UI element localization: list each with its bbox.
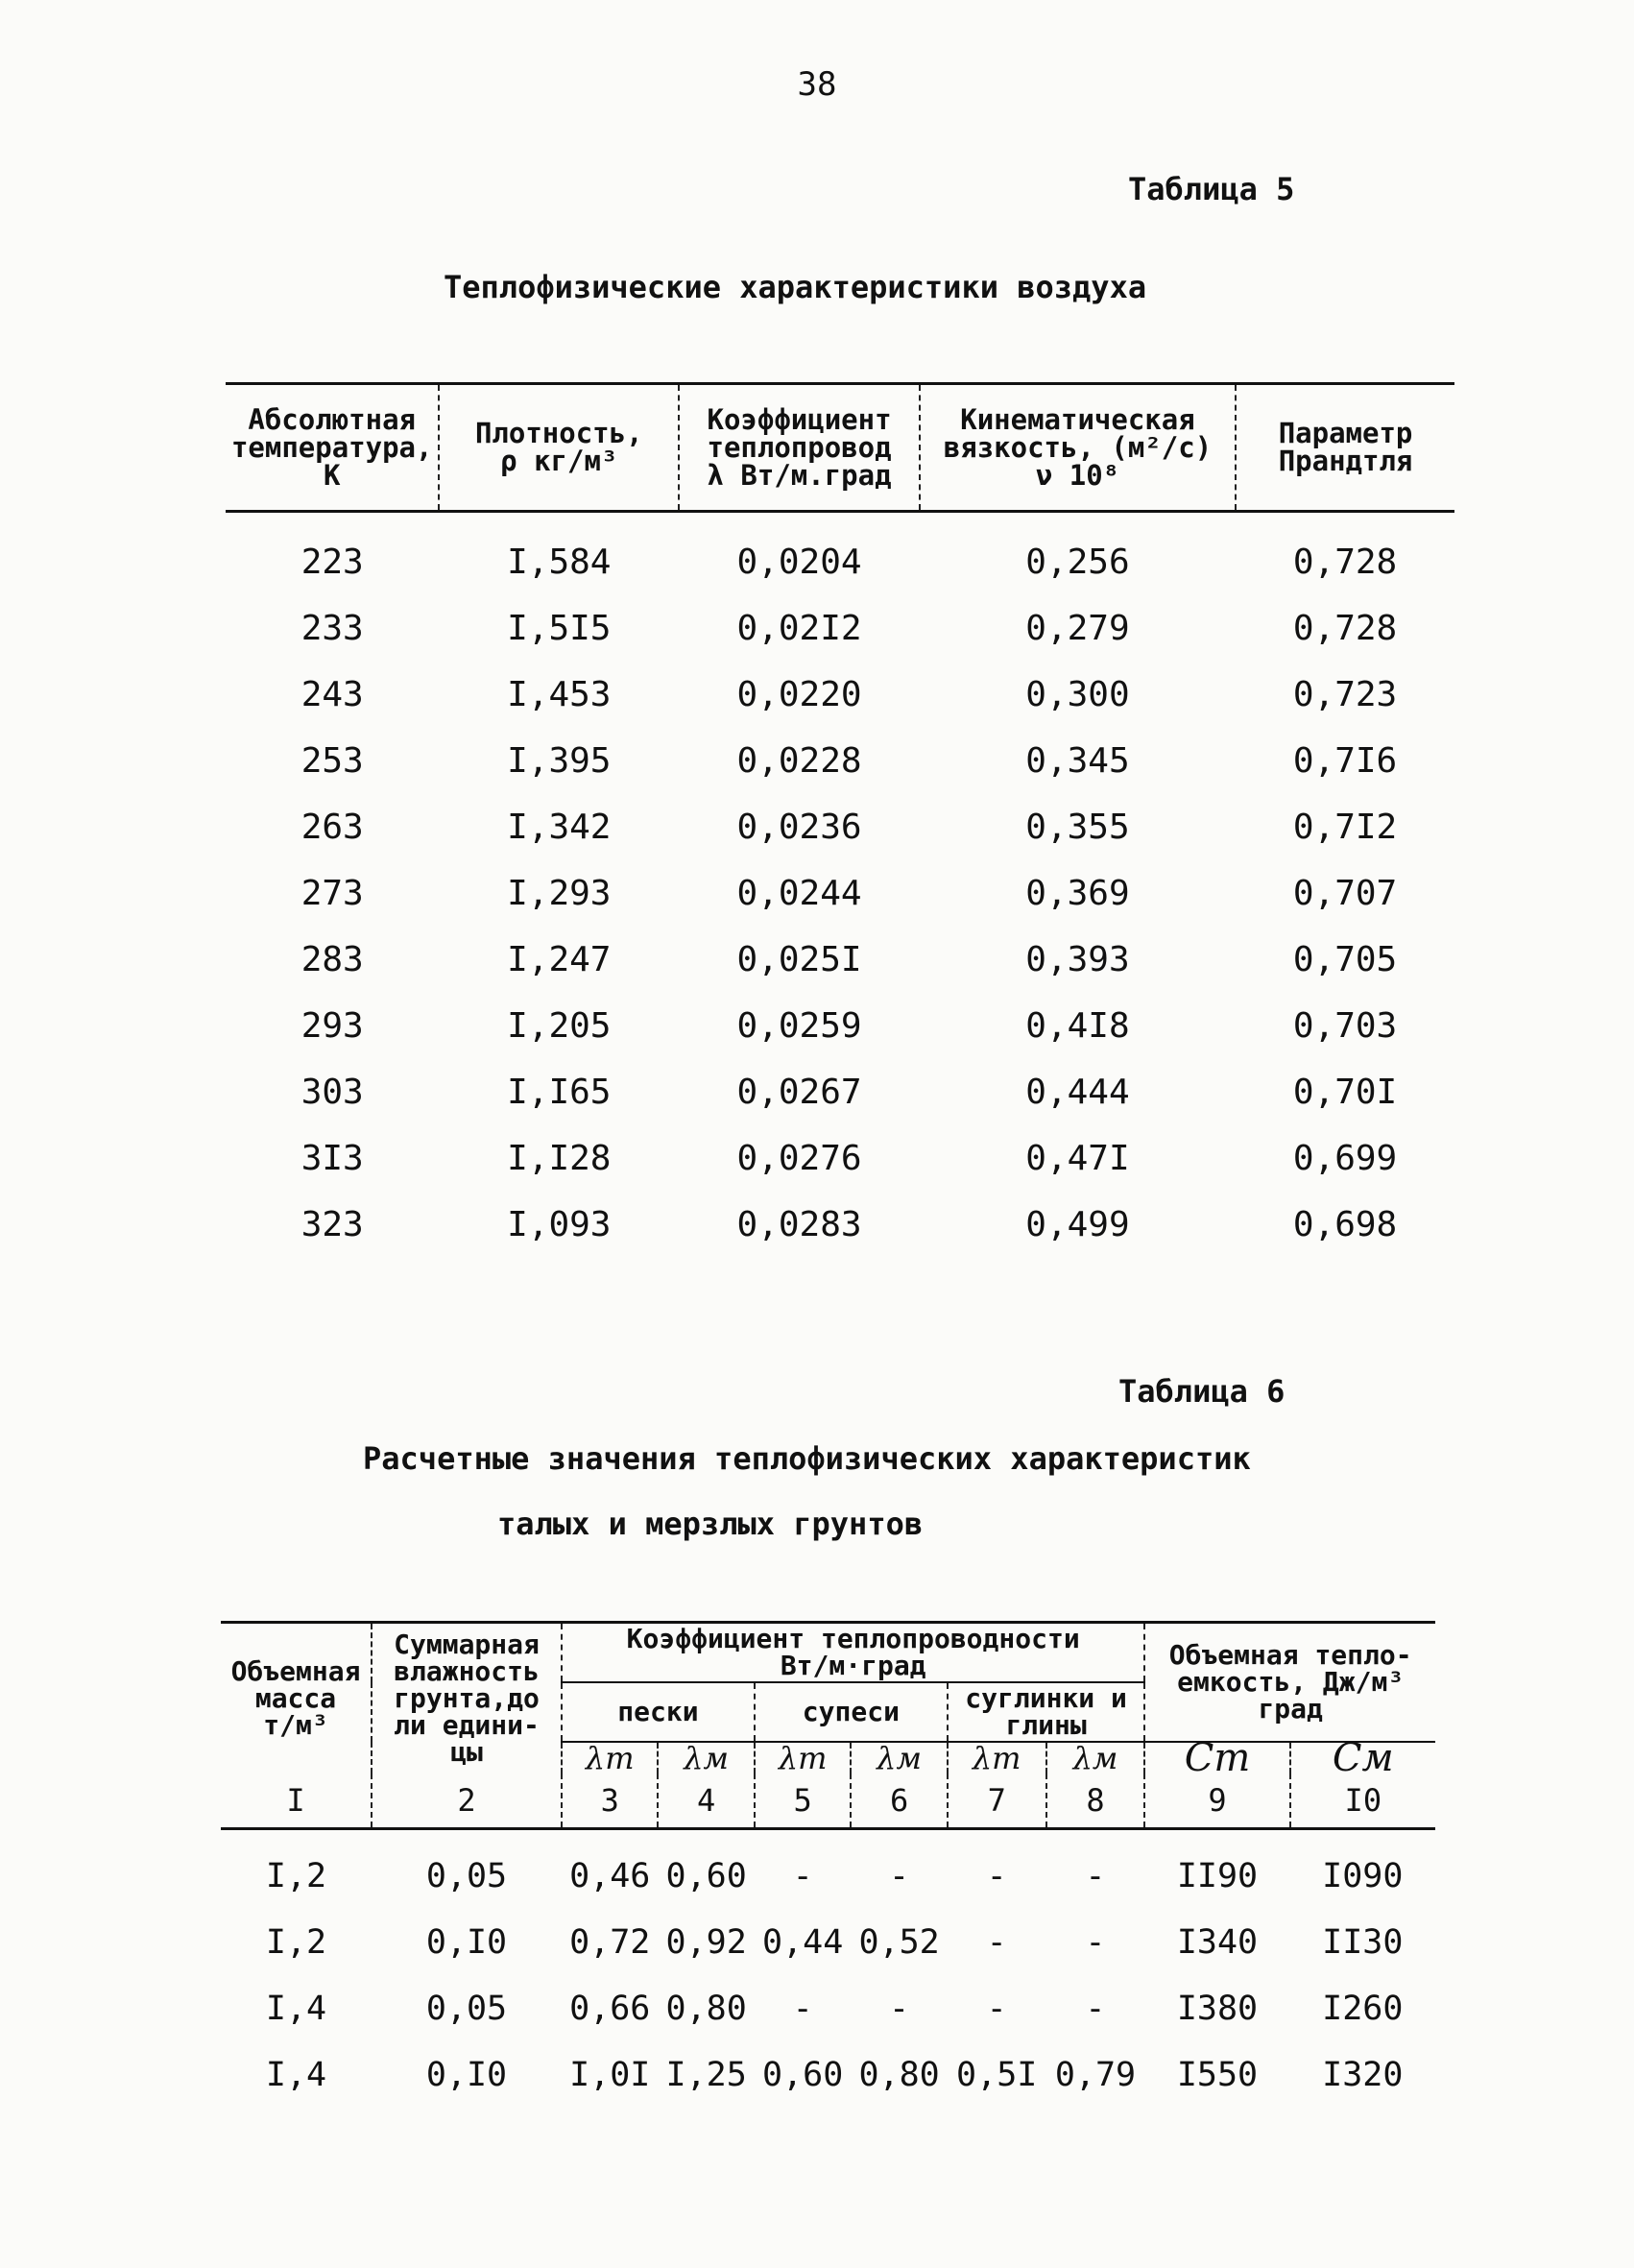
table-row bbox=[226, 794, 1454, 860]
table-cell: I,25 bbox=[665, 2055, 747, 2094]
table5-body bbox=[226, 512, 1454, 1259]
header-text: емкость, Дж/м³ bbox=[1177, 1666, 1405, 1698]
header-text: масса bbox=[254, 1682, 337, 1714]
header-text: т/м³ bbox=[263, 1709, 328, 1741]
header-text: глины bbox=[1005, 1709, 1087, 1741]
table-cell: - bbox=[1085, 1989, 1106, 2028]
table-cell: 0,705 bbox=[1292, 940, 1398, 979]
table-cell: 0,728 bbox=[1292, 543, 1398, 582]
table-cell: 0,47I bbox=[1025, 1139, 1130, 1178]
air-properties-table bbox=[226, 382, 1454, 1258]
table-cell: I,205 bbox=[507, 1006, 612, 1046]
header-text: Вт/м·град bbox=[780, 1650, 926, 1681]
table-cell: - bbox=[986, 1989, 1007, 2028]
table-cell: I,342 bbox=[507, 808, 612, 847]
table-row bbox=[221, 1829, 1435, 1910]
table-cell: - bbox=[792, 1989, 813, 2028]
header-viscosity bbox=[920, 384, 1236, 512]
header-text: Параметр bbox=[1278, 417, 1413, 449]
table-cell: 0,80 bbox=[858, 2055, 940, 2094]
table-cell: 0,703 bbox=[1292, 1006, 1398, 1046]
table-cell: II30 bbox=[1322, 1922, 1404, 1962]
table6-body bbox=[221, 1829, 1435, 2109]
table-cell: I,453 bbox=[507, 675, 612, 714]
header-loam-lambda-m: λм bbox=[851, 1742, 947, 1773]
column-number: 8 bbox=[1046, 1773, 1145, 1829]
header-c-m: См bbox=[1290, 1742, 1435, 1773]
table-cell: I,I65 bbox=[507, 1073, 612, 1112]
table-cell: 0,60 bbox=[665, 1856, 747, 1895]
header-text: град bbox=[1258, 1693, 1323, 1725]
table-cell: I,4 bbox=[265, 2055, 327, 2094]
table5-label: Таблица 5 bbox=[1128, 171, 1295, 207]
table-cell: 0,369 bbox=[1025, 874, 1130, 913]
table-cell: 303 bbox=[300, 1073, 364, 1112]
table-cell: I,5I5 bbox=[507, 609, 612, 648]
table-cell: - bbox=[792, 1856, 813, 1895]
table-row bbox=[226, 860, 1454, 927]
table-cell: 0,52 bbox=[858, 1922, 940, 1962]
table-cell: 0,0204 bbox=[736, 543, 862, 582]
header-text: Кинематическая bbox=[960, 402, 1195, 436]
table-row bbox=[226, 927, 1454, 993]
table-cell: 0,728 bbox=[1292, 609, 1398, 648]
table-cell: I,584 bbox=[507, 543, 612, 582]
table-cell: 0,025I bbox=[736, 940, 862, 979]
table-cell: 263 bbox=[300, 808, 364, 847]
table-cell: 0,79 bbox=[1054, 2055, 1137, 2094]
table-cell: 0,0220 bbox=[736, 675, 862, 714]
table-row bbox=[226, 728, 1454, 794]
table-row bbox=[226, 1059, 1454, 1125]
table-cell: I260 bbox=[1322, 1989, 1404, 2028]
table-cell: 0,66 bbox=[569, 1989, 651, 2028]
header-loam-lambda-t: λт bbox=[755, 1742, 851, 1773]
table-cell: 283 bbox=[300, 940, 364, 979]
header-temperature bbox=[226, 384, 439, 512]
table-cell: I,2 bbox=[265, 1856, 327, 1895]
table-cell: 0,0276 bbox=[736, 1139, 862, 1178]
header-mass bbox=[221, 1623, 372, 1774]
column-number: 2 bbox=[372, 1773, 562, 1829]
table-cell: 243 bbox=[300, 675, 364, 714]
table-cell: 0,256 bbox=[1025, 543, 1130, 582]
table-cell: 0,723 bbox=[1292, 675, 1398, 714]
header-text: Плотность, bbox=[474, 417, 643, 449]
table-cell: 0,393 bbox=[1025, 940, 1130, 979]
header-text: Суммарная bbox=[394, 1629, 540, 1660]
table-cell: 0,0259 bbox=[736, 1006, 862, 1046]
header-text: Коэффициент теплопроводности bbox=[626, 1623, 1080, 1654]
header-text: Объемная тепло- bbox=[1168, 1639, 1412, 1671]
header-capacity-group bbox=[1144, 1623, 1435, 1743]
table-cell: 0,444 bbox=[1025, 1073, 1130, 1112]
table6-title-line2: талых и мерзлых грунтов bbox=[497, 1506, 924, 1542]
header-c-t: Ст bbox=[1144, 1742, 1289, 1773]
column-number: I0 bbox=[1290, 1773, 1435, 1829]
header-text: цы bbox=[450, 1736, 483, 1768]
table-cell: 0,44 bbox=[761, 1922, 844, 1962]
header-text: Абсолютная bbox=[248, 402, 416, 436]
table-row bbox=[221, 1909, 1435, 1975]
table-cell: - bbox=[889, 1856, 910, 1895]
header-density bbox=[439, 384, 679, 512]
header-text: влажность bbox=[394, 1655, 540, 1687]
table-cell: 0,0283 bbox=[736, 1205, 862, 1244]
table-cell: 0,355 bbox=[1025, 808, 1130, 847]
table-cell: 273 bbox=[300, 874, 364, 913]
table-cell: 0,80 bbox=[665, 1989, 747, 2028]
table-cell: 323 bbox=[300, 1205, 364, 1244]
table-cell: I,2 bbox=[265, 1922, 327, 1962]
header-text: Коэффициент bbox=[707, 402, 892, 436]
table-cell: II90 bbox=[1176, 1856, 1259, 1895]
table-cell: 253 bbox=[300, 741, 364, 781]
table-cell: I550 bbox=[1176, 2055, 1259, 2094]
table-cell: I380 bbox=[1176, 1989, 1259, 2028]
table-cell: I,4 bbox=[265, 1989, 327, 2028]
table-cell: 0,7I6 bbox=[1292, 741, 1398, 781]
column-number: 7 bbox=[948, 1773, 1046, 1829]
table-row bbox=[226, 662, 1454, 728]
header-sands: пески bbox=[562, 1682, 755, 1742]
table-cell: 0,05 bbox=[425, 1989, 508, 2028]
table-cell: I,093 bbox=[507, 1205, 612, 1244]
table-cell: 0,707 bbox=[1292, 874, 1398, 913]
table-cell: I,247 bbox=[507, 940, 612, 979]
header-text: суглинки и bbox=[965, 1682, 1127, 1714]
table-cell: - bbox=[889, 1989, 910, 2028]
table5-header-row bbox=[226, 384, 1454, 512]
table6-header-row-1 bbox=[221, 1623, 1435, 1683]
table6-title-line1: Расчетные значения теплофизических характеристик bbox=[363, 1440, 1251, 1477]
table-row bbox=[221, 1975, 1435, 2041]
table-row bbox=[226, 1125, 1454, 1192]
table5-title: Теплофизические характеристики воздуха bbox=[444, 269, 1147, 305]
table-cell: 0,4I8 bbox=[1025, 1006, 1130, 1046]
header-text: температура, bbox=[230, 430, 433, 464]
header-text: ли едини- bbox=[394, 1709, 540, 1741]
table-cell: 0,279 bbox=[1025, 609, 1130, 648]
table-cell: 0,02I2 bbox=[736, 609, 862, 648]
table-cell: 0,60 bbox=[761, 2055, 844, 2094]
table-cell: 0,5I bbox=[956, 2055, 1038, 2094]
header-clay-lambda-t: λт bbox=[948, 1742, 1046, 1773]
page-number: 38 bbox=[797, 65, 837, 104]
header-conductivity bbox=[679, 384, 920, 512]
header-text: К bbox=[323, 458, 341, 492]
table-row bbox=[226, 595, 1454, 662]
table-cell: 0,I0 bbox=[425, 2055, 508, 2094]
table-cell: I,395 bbox=[507, 741, 612, 781]
table6-column-numbers bbox=[221, 1773, 1435, 1829]
header-text: вязкость, (м²/с) bbox=[943, 430, 1213, 464]
header-clay bbox=[948, 1682, 1145, 1742]
table-row bbox=[226, 512, 1454, 596]
table-cell: 223 bbox=[300, 543, 364, 582]
table-cell: - bbox=[986, 1856, 1007, 1895]
column-number: 4 bbox=[658, 1773, 754, 1829]
table-row bbox=[226, 993, 1454, 1059]
table-cell: 0,0228 bbox=[736, 741, 862, 781]
table-cell: I,0I bbox=[569, 2055, 651, 2094]
table-cell: 0,05 bbox=[425, 1856, 508, 1895]
table-cell: - bbox=[1085, 1922, 1106, 1962]
header-text: λ Вт/м.град bbox=[707, 458, 892, 492]
table-cell: - bbox=[986, 1922, 1007, 1962]
soil-properties-table bbox=[221, 1621, 1435, 2108]
column-number: 3 bbox=[562, 1773, 658, 1829]
header-text: ν 10⁸ bbox=[1035, 458, 1120, 492]
table-cell: 0,92 bbox=[665, 1922, 747, 1962]
table-cell: 293 bbox=[300, 1006, 364, 1046]
column-number: 5 bbox=[755, 1773, 851, 1829]
column-number-row bbox=[221, 1773, 1435, 1829]
table-cell: 3I3 bbox=[300, 1139, 364, 1178]
header-humidity bbox=[372, 1623, 562, 1774]
table-cell: I340 bbox=[1176, 1922, 1259, 1962]
table-cell: 0,0267 bbox=[736, 1073, 862, 1112]
table-cell: 0,7I2 bbox=[1292, 808, 1398, 847]
table-cell: - bbox=[1085, 1856, 1106, 1895]
table6-label: Таблица 6 bbox=[1118, 1373, 1286, 1410]
table-cell: 0,0244 bbox=[736, 874, 862, 913]
table-cell: 0,I0 bbox=[425, 1922, 508, 1962]
table-cell: 0,70I bbox=[1292, 1073, 1398, 1112]
table-cell: I,I28 bbox=[507, 1139, 612, 1178]
header-text: грунта,до bbox=[394, 1682, 540, 1714]
table-cell: 0,698 bbox=[1292, 1205, 1398, 1244]
table-row bbox=[221, 2041, 1435, 2108]
header-sandy-loam: супеси bbox=[755, 1682, 948, 1742]
header-prandtl bbox=[1236, 384, 1454, 512]
table-cell: 0,345 bbox=[1025, 741, 1130, 781]
header-text: теплопровод bbox=[707, 430, 892, 464]
table-cell: I090 bbox=[1322, 1856, 1404, 1895]
header-text: ρ кг/м³ bbox=[500, 445, 618, 477]
header-conductivity-group bbox=[562, 1623, 1144, 1683]
header-text: Объемная bbox=[230, 1655, 361, 1687]
header-sands-lambda-m: λм bbox=[658, 1742, 754, 1773]
table-row bbox=[226, 1192, 1454, 1258]
column-number: 9 bbox=[1144, 1773, 1289, 1829]
table-cell: 0,46 bbox=[569, 1856, 651, 1895]
table-cell: I,293 bbox=[507, 874, 612, 913]
table-cell: I320 bbox=[1322, 2055, 1404, 2094]
header-text: Прандтля bbox=[1278, 445, 1413, 477]
table-cell: 0,499 bbox=[1025, 1205, 1130, 1244]
table-cell: 0,699 bbox=[1292, 1139, 1398, 1178]
header-clay-lambda-m: λм bbox=[1046, 1742, 1145, 1773]
column-number: I bbox=[221, 1773, 372, 1829]
table-cell: 0,72 bbox=[569, 1922, 651, 1962]
column-number: 6 bbox=[851, 1773, 947, 1829]
table-cell: 0,0236 bbox=[736, 808, 862, 847]
header-sands-lambda-t: λт bbox=[562, 1742, 658, 1773]
table-cell: 233 bbox=[300, 609, 364, 648]
table-cell: 0,300 bbox=[1025, 675, 1130, 714]
